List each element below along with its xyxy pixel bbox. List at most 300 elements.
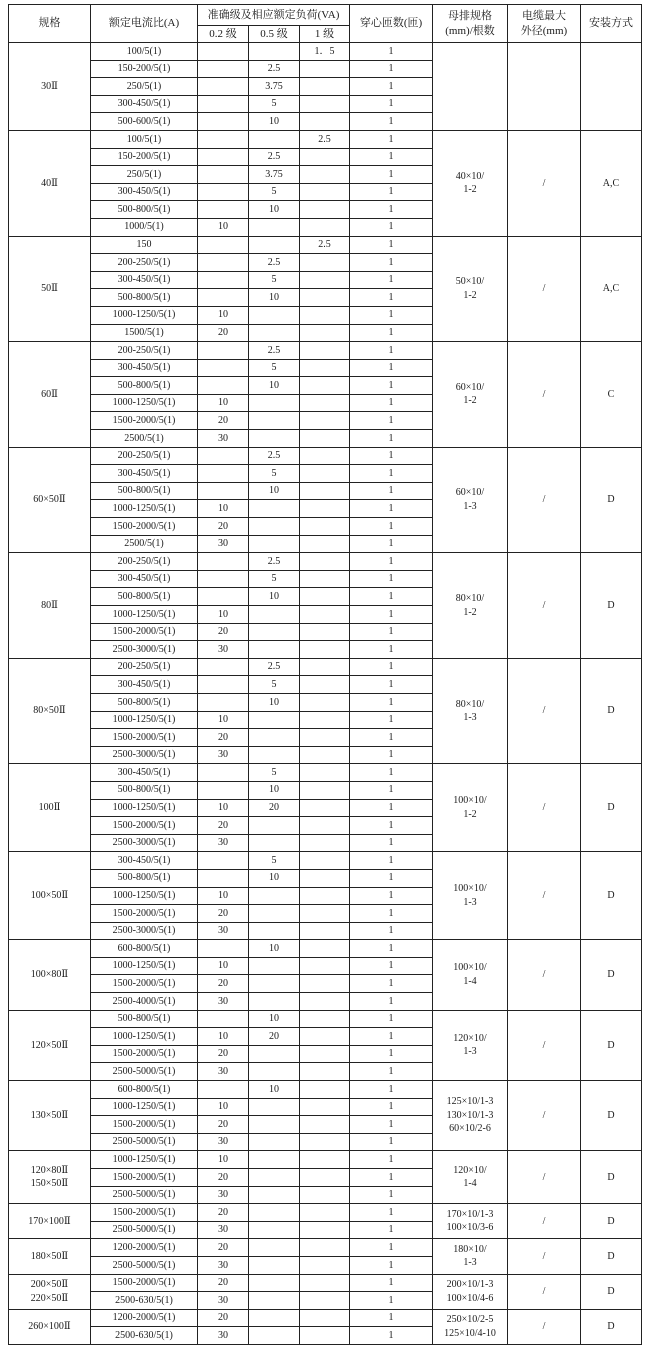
mount-cell: D	[581, 1239, 642, 1274]
cable-cell: /	[508, 1204, 581, 1239]
class-02-cell	[198, 676, 249, 694]
turns-cell: 1	[350, 1010, 433, 1028]
ratio-cell: 1200-2000/5(1)	[91, 1309, 198, 1327]
class-05-cell	[249, 218, 300, 236]
mount-cell: C	[581, 342, 642, 448]
class-1-cell	[300, 306, 350, 324]
class-1-cell	[300, 975, 350, 993]
class-02-cell: 30	[198, 1256, 249, 1274]
spec-line: 50Ⅱ	[41, 283, 58, 295]
spec-cell	[9, 236, 91, 342]
turns-cell: 1	[350, 394, 433, 412]
turns-cell: 1	[350, 781, 433, 799]
turns-cell: 1	[350, 1151, 433, 1169]
class-1-cell	[300, 1256, 350, 1274]
class-05-cell: 5	[249, 465, 300, 483]
class-05-cell	[249, 1292, 300, 1310]
busbar-line: 1-2	[463, 289, 477, 301]
class-05-cell	[249, 236, 300, 254]
class-05-cell: 10	[249, 869, 300, 887]
ratio-cell: 1000-1250/5(1)	[91, 799, 198, 817]
class-1-cell	[300, 254, 350, 272]
spec-line: 40Ⅱ	[41, 177, 58, 189]
turns-cell: 1	[350, 518, 433, 536]
class-02-cell	[198, 95, 249, 113]
cable-cell: /	[508, 764, 581, 852]
turns-cell: 1	[350, 447, 433, 465]
ratio-cell: 1000-1250/5(1)	[91, 711, 198, 729]
busbar-cell	[433, 236, 508, 342]
table-body	[9, 43, 642, 1345]
turns-cell: 1	[350, 218, 433, 236]
class-1-cell	[300, 623, 350, 641]
turns-cell: 1	[350, 834, 433, 852]
class-05-cell	[249, 729, 300, 747]
class-02-cell	[198, 148, 249, 166]
turns-cell: 1	[350, 570, 433, 588]
cable-cell: /	[508, 1151, 581, 1204]
ratio-cell: 300-450/5(1)	[91, 764, 198, 782]
turns-cell: 1	[350, 729, 433, 747]
class-05-cell: 5	[249, 764, 300, 782]
class-02-cell	[198, 289, 249, 307]
spec-cell	[9, 553, 91, 659]
ratio-cell: 2500/5(1)	[91, 535, 198, 553]
cable-cell: /	[508, 852, 581, 940]
class-05-cell: 10	[249, 693, 300, 711]
table-row	[9, 852, 642, 870]
table-row	[9, 1151, 642, 1169]
mount-cell: D	[581, 852, 642, 940]
header-spec: 规格	[9, 5, 91, 43]
busbar-line: 50×10/	[455, 276, 485, 288]
class-05-cell: 2.5	[249, 342, 300, 360]
turns-cell: 1	[350, 658, 433, 676]
ratio-cell: 1500/5(1)	[91, 324, 198, 342]
turns-cell: 1	[350, 1221, 433, 1239]
class-1-cell	[300, 588, 350, 606]
mount-cell: D	[581, 1309, 642, 1344]
class-02-cell: 20	[198, 1274, 249, 1292]
table-row	[9, 553, 642, 571]
class-1-cell	[300, 711, 350, 729]
busbar-line: 200×10/1-3	[446, 1279, 494, 1291]
ratio-cell: 500-800/5(1)	[91, 693, 198, 711]
class-02-cell	[198, 254, 249, 272]
turns-cell: 1	[350, 430, 433, 448]
busbar-line: 60×10/	[455, 487, 485, 499]
turns-cell: 1	[350, 746, 433, 764]
busbar-line: 100×10/3-6	[446, 1222, 494, 1234]
cable-cell: /	[508, 342, 581, 448]
class-1-cell	[300, 271, 350, 289]
class-1-cell	[300, 729, 350, 747]
ratio-cell: 1500-2000/5(1)	[91, 623, 198, 641]
header-class-1: 1 级	[300, 26, 350, 43]
spec-cell	[9, 1204, 91, 1239]
class-1-cell	[300, 1151, 350, 1169]
ratio-cell: 1000/5(1)	[91, 218, 198, 236]
class-02-cell	[198, 166, 249, 184]
ratio-cell: 150-200/5(1)	[91, 148, 198, 166]
busbar-line: 100×10/	[453, 962, 487, 974]
class-1-cell	[300, 852, 350, 870]
mount-cell: D	[581, 940, 642, 1010]
header-class-05: 0.5 级	[249, 26, 300, 43]
class-02-cell	[198, 588, 249, 606]
cable-cell: /	[508, 1081, 581, 1151]
class-05-cell	[249, 306, 300, 324]
class-05-cell: 10	[249, 1081, 300, 1099]
busbar-cell	[433, 1204, 508, 1239]
class-1-cell	[300, 869, 350, 887]
class-05-cell: 2.5	[249, 254, 300, 272]
turns-cell: 1	[350, 799, 433, 817]
busbar-line: 1-2	[463, 184, 477, 196]
class-02-cell: 10	[198, 711, 249, 729]
turns-cell: 1	[350, 993, 433, 1011]
class-1-cell	[300, 1239, 350, 1257]
class-1-cell	[300, 746, 350, 764]
class-05-cell	[249, 1169, 300, 1187]
class-02-cell: 30	[198, 1292, 249, 1310]
class-05-cell	[249, 130, 300, 148]
turns-cell: 1	[350, 641, 433, 659]
cable-cell	[508, 43, 581, 131]
spec-cell	[9, 1010, 91, 1080]
class-1-cell: 1．5	[300, 43, 350, 61]
class-02-cell: 20	[198, 817, 249, 835]
turns-cell: 1	[350, 693, 433, 711]
class-02-cell: 20	[198, 1204, 249, 1222]
spec-cell	[9, 1274, 91, 1309]
class-02-cell	[198, 201, 249, 219]
ratio-cell: 1500-2000/5(1)	[91, 1204, 198, 1222]
cable-cell: /	[508, 553, 581, 659]
class-1-cell: 2.5	[300, 236, 350, 254]
ratio-cell: 2500-3000/5(1)	[91, 834, 198, 852]
class-02-cell	[198, 764, 249, 782]
class-1-cell	[300, 218, 350, 236]
turns-cell: 1	[350, 1239, 433, 1257]
header-class-02: 0.2 级	[198, 26, 249, 43]
ratio-cell: 250/5(1)	[91, 166, 198, 184]
busbar-cell	[433, 1081, 508, 1151]
class-1-cell	[300, 1098, 350, 1116]
busbar-line: 1-3	[463, 500, 477, 512]
class-02-cell: 30	[198, 1133, 249, 1151]
class-05-cell	[249, 1221, 300, 1239]
class-1-cell	[300, 887, 350, 905]
turns-cell: 1	[350, 887, 433, 905]
class-05-cell	[249, 500, 300, 518]
busbar-cell	[433, 447, 508, 553]
table-row	[9, 1204, 642, 1222]
mount-cell: D	[581, 1151, 642, 1204]
turns-cell: 1	[350, 500, 433, 518]
class-02-cell	[198, 359, 249, 377]
turns-cell: 1	[350, 482, 433, 500]
ratio-cell: 1500-2000/5(1)	[91, 817, 198, 835]
class-05-cell	[249, 394, 300, 412]
class-02-cell: 10	[198, 799, 249, 817]
class-05-cell: 5	[249, 852, 300, 870]
busbar-line: 125×10/1-3	[446, 1096, 494, 1108]
busbar-line: 100×10/	[453, 883, 487, 895]
class-02-cell: 20	[198, 975, 249, 993]
spec-cell	[9, 43, 91, 131]
spec-line: 80×50Ⅱ	[33, 705, 66, 717]
busbar-line: 1-4	[463, 1178, 477, 1190]
class-05-cell	[249, 993, 300, 1011]
table-row	[9, 43, 642, 61]
turns-cell: 1	[350, 201, 433, 219]
busbar-line: 1-3	[463, 1257, 477, 1269]
spec-line: 130×50Ⅱ	[30, 1109, 69, 1121]
spec-line: 220×50Ⅱ	[30, 1292, 69, 1304]
spec-line: 100×50Ⅱ	[30, 890, 69, 902]
busbar-cell	[433, 130, 508, 236]
turns-cell: 1	[350, 1133, 433, 1151]
class-1-cell	[300, 465, 350, 483]
class-05-cell	[249, 535, 300, 553]
class-05-cell: 2.5	[249, 658, 300, 676]
busbar-line: 60×10/	[455, 381, 485, 393]
ratio-cell: 200-250/5(1)	[91, 658, 198, 676]
busbar-line: 60×10/2-6	[449, 1123, 491, 1135]
class-02-cell: 30	[198, 1186, 249, 1204]
class-02-cell: 30	[198, 1221, 249, 1239]
ratio-cell: 100/5(1)	[91, 130, 198, 148]
class-1-cell	[300, 95, 350, 113]
class-05-cell: 2.5	[249, 148, 300, 166]
ratio-cell: 100/5(1)	[91, 43, 198, 61]
turns-cell: 1	[350, 465, 433, 483]
turns-cell: 1	[350, 1186, 433, 1204]
busbar-line: 40×10/	[455, 170, 485, 182]
class-02-cell: 20	[198, 324, 249, 342]
ratio-cell: 2500-630/5(1)	[91, 1292, 198, 1310]
ratio-cell: 500-800/5(1)	[91, 1010, 198, 1028]
class-02-cell: 30	[198, 922, 249, 940]
class-02-cell: 10	[198, 394, 249, 412]
busbar-line: 1-4	[463, 975, 477, 987]
busbar-cell	[433, 342, 508, 448]
cable-cell: /	[508, 130, 581, 236]
turns-cell: 1	[350, 1274, 433, 1292]
turns-cell: 1	[350, 78, 433, 96]
busbar-line: 100×10/4-6	[446, 1292, 494, 1304]
ratio-cell: 1000-1250/5(1)	[91, 1028, 198, 1046]
class-05-cell	[249, 1204, 300, 1222]
class-02-cell	[198, 1081, 249, 1099]
cable-cell: /	[508, 236, 581, 342]
turns-cell: 1	[350, 869, 433, 887]
turns-cell: 1	[350, 95, 433, 113]
class-02-cell	[198, 130, 249, 148]
class-05-cell: 20	[249, 1028, 300, 1046]
class-1-cell	[300, 1045, 350, 1063]
class-05-cell: 3.75	[249, 166, 300, 184]
header-accuracy: 准确级及相应额定负荷(VA)	[198, 5, 350, 26]
class-02-cell: 20	[198, 1309, 249, 1327]
spec-cell	[9, 764, 91, 852]
mount-cell: D	[581, 1081, 642, 1151]
spec-line: 120×50Ⅱ	[30, 1039, 69, 1051]
busbar-line: 80×10/	[455, 698, 485, 710]
cable-cell: /	[508, 940, 581, 1010]
class-02-cell: 20	[198, 729, 249, 747]
class-02-cell	[198, 271, 249, 289]
ratio-cell: 1000-1250/5(1)	[91, 394, 198, 412]
ratio-cell: 300-450/5(1)	[91, 183, 198, 201]
cable-cell: /	[508, 1274, 581, 1309]
class-02-cell: 10	[198, 500, 249, 518]
class-05-cell	[249, 518, 300, 536]
table-row	[9, 447, 642, 465]
class-05-cell	[249, 975, 300, 993]
turns-cell: 1	[350, 113, 433, 131]
class-1-cell	[300, 377, 350, 395]
class-05-cell	[249, 1239, 300, 1257]
class-02-cell	[198, 553, 249, 571]
class-05-cell	[249, 1045, 300, 1063]
class-1-cell	[300, 324, 350, 342]
turns-cell: 1	[350, 306, 433, 324]
turns-cell: 1	[350, 324, 433, 342]
class-02-cell: 30	[198, 746, 249, 764]
turns-cell: 1	[350, 711, 433, 729]
class-05-cell: 10	[249, 940, 300, 958]
busbar-line: 1-3	[463, 1046, 477, 1058]
turns-cell: 1	[350, 1292, 433, 1310]
class-05-cell	[249, 412, 300, 430]
class-1-cell	[300, 412, 350, 430]
class-05-cell	[249, 711, 300, 729]
class-02-cell: 10	[198, 1098, 249, 1116]
class-1-cell	[300, 1116, 350, 1134]
class-1-cell	[300, 693, 350, 711]
class-05-cell: 5	[249, 676, 300, 694]
mount-cell: D	[581, 658, 642, 764]
class-05-cell	[249, 817, 300, 835]
class-05-cell	[249, 1309, 300, 1327]
ratio-cell: 1000-1250/5(1)	[91, 887, 198, 905]
class-02-cell: 20	[198, 623, 249, 641]
turns-cell: 1	[350, 1327, 433, 1345]
class-02-cell: 30	[198, 834, 249, 852]
spec-line: 260×100Ⅱ	[28, 1321, 71, 1333]
turns-cell: 1	[350, 535, 433, 553]
busbar-line: 120×10/	[453, 1032, 487, 1044]
header-busbar-line: 母排规格	[448, 9, 492, 22]
spec-cell	[9, 1309, 91, 1344]
ratio-cell: 1500-2000/5(1)	[91, 729, 198, 747]
class-05-cell	[249, 887, 300, 905]
class-1-cell	[300, 1169, 350, 1187]
turns-cell: 1	[350, 183, 433, 201]
spec-line: 200×50Ⅱ	[30, 1279, 69, 1291]
class-1-cell	[300, 359, 350, 377]
ratio-cell: 300-450/5(1)	[91, 852, 198, 870]
class-05-cell	[249, 43, 300, 61]
class-02-cell: 10	[198, 1028, 249, 1046]
ratio-cell: 500-600/5(1)	[91, 113, 198, 131]
table-row	[9, 940, 642, 958]
class-02-cell	[198, 447, 249, 465]
ratio-cell: 200-250/5(1)	[91, 447, 198, 465]
spec-line: 170×100Ⅱ	[28, 1215, 71, 1227]
turns-cell: 1	[350, 606, 433, 624]
class-02-cell: 10	[198, 887, 249, 905]
class-1-cell	[300, 1221, 350, 1239]
turns-cell: 1	[350, 905, 433, 923]
turns-cell: 1	[350, 1116, 433, 1134]
class-05-cell	[249, 1327, 300, 1345]
class-02-cell	[198, 43, 249, 61]
class-1-cell	[300, 166, 350, 184]
class-02-cell: 10	[198, 306, 249, 324]
turns-cell: 1	[350, 342, 433, 360]
ratio-cell: 1200-2000/5(1)	[91, 1239, 198, 1257]
class-02-cell	[198, 78, 249, 96]
class-1-cell	[300, 922, 350, 940]
spec-line: 60×50Ⅱ	[33, 494, 66, 506]
turns-cell: 1	[350, 623, 433, 641]
ratio-cell: 2500-5000/5(1)	[91, 1063, 198, 1081]
class-1-cell	[300, 834, 350, 852]
class-02-cell: 10	[198, 957, 249, 975]
ratio-cell: 1000-1250/5(1)	[91, 306, 198, 324]
spec-line: 60Ⅱ	[41, 388, 58, 400]
table-row	[9, 1239, 642, 1257]
ratio-cell: 1500-2000/5(1)	[91, 1045, 198, 1063]
ratio-cell: 2500-630/5(1)	[91, 1327, 198, 1345]
cable-cell: /	[508, 447, 581, 553]
turns-cell: 1	[350, 236, 433, 254]
turns-cell: 1	[350, 43, 433, 61]
turns-cell: 1	[350, 1098, 433, 1116]
class-05-cell: 2.5	[249, 447, 300, 465]
ratio-cell: 2500-3000/5(1)	[91, 641, 198, 659]
class-05-cell: 10	[249, 1010, 300, 1028]
mount-cell	[581, 43, 642, 131]
class-1-cell	[300, 1133, 350, 1151]
spec-cell	[9, 1151, 91, 1204]
ratio-cell: 2500-3000/5(1)	[91, 746, 198, 764]
cable-cell: /	[508, 658, 581, 764]
class-02-cell	[198, 781, 249, 799]
class-02-cell	[198, 236, 249, 254]
spec-table	[8, 4, 642, 1345]
mount-cell: D	[581, 1010, 642, 1080]
class-02-cell: 30	[198, 1063, 249, 1081]
turns-cell: 1	[350, 764, 433, 782]
class-02-cell	[198, 342, 249, 360]
class-02-cell: 30	[198, 1327, 249, 1345]
class-05-cell: 20	[249, 799, 300, 817]
class-02-cell: 20	[198, 1169, 249, 1187]
ratio-cell: 300-450/5(1)	[91, 465, 198, 483]
class-02-cell: 30	[198, 430, 249, 448]
class-1-cell	[300, 1327, 350, 1345]
ratio-cell: 1500-2000/5(1)	[91, 975, 198, 993]
class-02-cell	[198, 852, 249, 870]
class-05-cell	[249, 922, 300, 940]
class-1-cell	[300, 78, 350, 96]
turns-cell: 1	[350, 289, 433, 307]
ratio-cell: 1000-1250/5(1)	[91, 606, 198, 624]
